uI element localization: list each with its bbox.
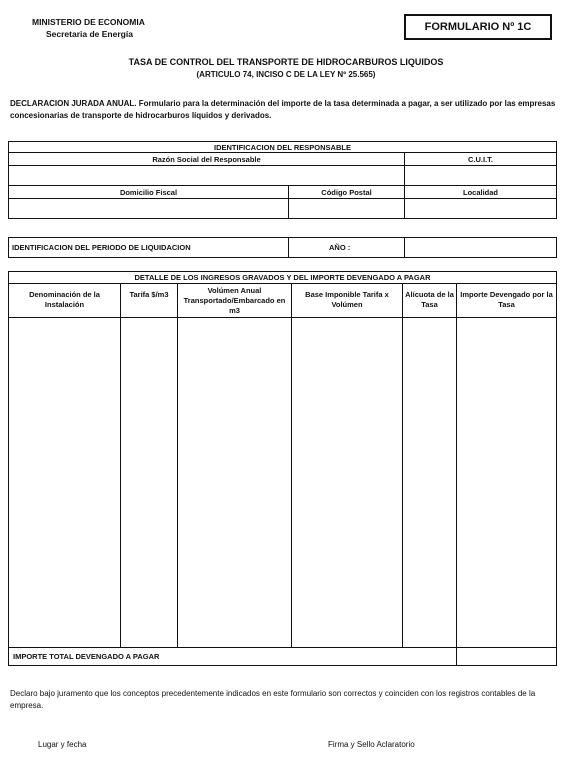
business-name-field[interactable] [9,166,405,186]
postal-code-field[interactable] [289,199,405,219]
ministry-header [32,16,145,40]
detail-heading: DETALLE DE LOS INGRESOS GRAVADOS Y DEL IMPORTE DEVENGADO A PAGAR [9,272,557,284]
year-label: AÑO : [289,238,405,258]
column-header-installation: Denominación de la Instalación [9,284,121,318]
locality-label: Localidad [405,186,557,199]
address-field[interactable] [9,199,289,219]
place-date-label: Lugar y fecha [38,740,87,749]
column-header-amount: Importe Devengado por la Tasa [457,284,557,318]
period-label: IDENTIFICACION DEL PERIODO DE LIQUIDACION [9,238,289,258]
tariff-cell[interactable] [121,318,178,648]
ministry-name: MINISTERIO DE ECONOMIA [32,17,145,27]
cuit-field[interactable] [405,166,557,186]
column-header-tariff: Tarifa $/m3 [121,284,178,318]
volume-cell[interactable] [178,318,292,648]
business-name-label: Razón Social del Responsable [9,153,405,166]
total-field[interactable] [457,648,557,666]
form-code-box: FORMULARIO Nº 1C [404,14,552,40]
amount-cell[interactable] [457,318,557,648]
period-table [8,237,557,258]
column-header-volume: Volúmen Anual Transportado/Embarcado en m3 [178,284,292,318]
column-header-rate: Alícuota de la Tasa [403,284,457,318]
signature-label: Firma y Sello Aclaratorio [328,740,415,749]
installation-cell[interactable] [9,318,121,648]
postal-code-label: Código Postal [289,186,405,199]
document-subtitle: (ARTICULO 74, INCISO C DE LA LEY Nº 25.565) [196,70,376,79]
identification-heading: IDENTIFICACION DEL RESPONSABLE [9,142,557,153]
secretariat-name: Secretaria de Energía [46,29,133,39]
identification-table [8,141,557,219]
address-label: Domicilio Fiscal [9,186,289,199]
table-row [9,318,557,648]
cuit-label: C.U.I.T. [405,153,557,166]
taxable-base-cell[interactable] [292,318,403,648]
document-title: TASA DE CONTROL DEL TRANSPORTE DE HIDROCARBUROS LIQUIDOS [128,57,444,67]
sworn-statement: Declaro bajo juramento que los conceptos precedentemente indicados en este formulario son correctos y coinciden con los registros contables de la empresa. [10,689,536,710]
year-field[interactable] [405,238,557,258]
total-label: IMPORTE TOTAL DEVENGADO A PAGAR [9,648,457,666]
rate-cell[interactable] [403,318,457,648]
declaration-text: DECLARACION JURADA ANUAL. Formulario para la determinación del importe de la tasa determinada a pagar, a ser utilizado por las empresas concesionarias de transporte de hidrocarburos líquidos y derivados. [10,99,556,120]
locality-field[interactable] [405,199,557,219]
detail-table [8,271,557,666]
column-header-taxable-base: Base Imponible Tarifa x Volúmen [292,284,403,318]
